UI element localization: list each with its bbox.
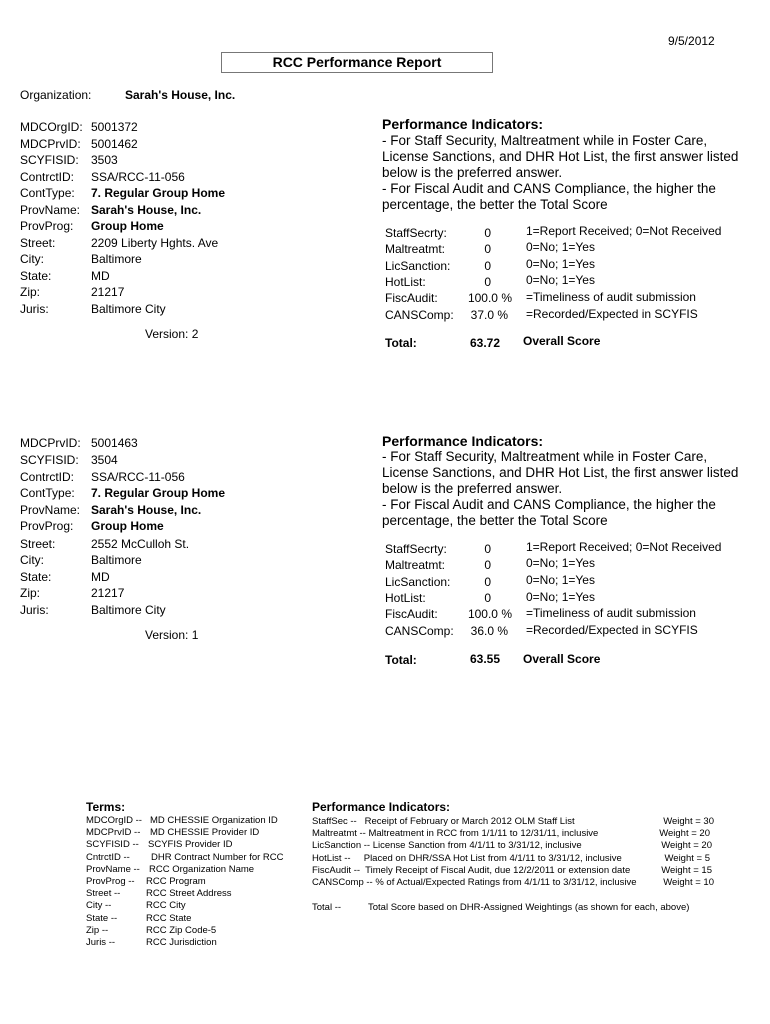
term-desc: DHR Contract Number for RCC bbox=[151, 851, 284, 863]
field-label: City: bbox=[20, 553, 44, 567]
indicator-value: 36.0 % bbox=[470, 624, 508, 638]
indicator-name: LicSanction: bbox=[385, 259, 451, 273]
indicator-row bbox=[385, 607, 512, 623]
indicator-value: 0 bbox=[484, 259, 491, 273]
field-value: 7. Regular Group Home bbox=[91, 186, 226, 200]
pi-legend-total-desc: Total Score based on DHR-Assigned Weightings (as shown for each, above) bbox=[368, 902, 690, 913]
field-label: ProvProg: bbox=[20, 219, 74, 233]
field-value: 3504 bbox=[91, 453, 118, 467]
pi-legend-text: FiscAudit -- Timely Receipt of Fiscal Audit, due 12/2/2011 or extension date bbox=[312, 864, 631, 876]
indicator-description: =Recorded/Expected in SCYFIS bbox=[526, 307, 698, 321]
indicator-description: 0=No; 1=Yes bbox=[526, 240, 595, 254]
indicator-row bbox=[385, 624, 508, 640]
term-key: Street -- bbox=[86, 888, 121, 900]
indicator-description: =Recorded/Expected in SCYFIS bbox=[526, 623, 698, 637]
field-value: Sarah's House, Inc. bbox=[91, 203, 202, 217]
total-value: 63.55 bbox=[470, 652, 501, 666]
performance-indicators-text: - For Staff Security, Maltreatment while in Foster Care, License Sanctions, and DHR Hot List, the first answer listed below is the preferred answer. - For Fiscal Audit and CANS Compliance, the higher the percentage, the better the Total Score bbox=[382, 449, 739, 528]
field-label: MDCPrvID: bbox=[20, 137, 81, 151]
indicator-description: 1=Report Received; 0=Not Received bbox=[526, 224, 722, 238]
performance-indicators-heading: Performance Indicators: bbox=[382, 116, 544, 132]
term-row bbox=[86, 925, 306, 937]
field-label: ContType: bbox=[20, 486, 75, 500]
field-value: 2209 Liberty Hghts. Ave bbox=[91, 236, 219, 250]
indicator-value: 0 bbox=[484, 226, 491, 240]
indicator-name: StaffSecrty: bbox=[385, 226, 447, 240]
field-value: Group Home bbox=[91, 219, 164, 233]
field-label: ProvName: bbox=[20, 503, 81, 517]
field-label: ContrctID: bbox=[20, 470, 75, 484]
overall-score-label: Overall Score bbox=[523, 334, 601, 348]
performance-indicators-heading: Performance Indicators: bbox=[382, 433, 544, 449]
field-value: 3503 bbox=[91, 153, 118, 167]
field-label: City: bbox=[20, 252, 44, 266]
indicator-name: FiscAudit: bbox=[385, 291, 438, 305]
term-row bbox=[86, 876, 306, 888]
indicator-row bbox=[385, 259, 491, 275]
pi-legend-weight: Weight = 30 bbox=[663, 816, 714, 827]
indicator-description: 0=No; 1=Yes bbox=[526, 273, 595, 287]
field-value: 21217 bbox=[91, 285, 125, 299]
field-value: SSA/RCC-11-056 bbox=[91, 470, 185, 484]
report-date: 9/5/2012 bbox=[668, 34, 715, 48]
field-label: ContrctID: bbox=[20, 170, 75, 184]
indicator-row bbox=[385, 575, 491, 591]
pi-legend-list bbox=[312, 816, 714, 889]
pi-legend-row bbox=[312, 816, 714, 828]
field-label: Zip: bbox=[20, 285, 41, 299]
pi-legend-weight: Weight = 15 bbox=[661, 864, 712, 876]
field-value: Baltimore City bbox=[91, 603, 166, 617]
indicator-row bbox=[385, 275, 491, 291]
indicator-name: StaffSecrty: bbox=[385, 542, 447, 556]
indicator-row bbox=[385, 242, 491, 258]
term-row bbox=[86, 852, 306, 864]
indicator-value: 100.0 % bbox=[467, 291, 512, 305]
field-label: ProvName: bbox=[20, 203, 81, 217]
indicator-name: CANSComp: bbox=[385, 624, 454, 638]
field-value: Sarah's House, Inc. bbox=[91, 503, 202, 517]
term-desc: RCC Street Address bbox=[146, 888, 232, 900]
performance-indicators-text: - For Staff Security, Maltreatment while in Foster Care, License Sanctions, and DHR Hot List, the first answer listed below is the preferred answer. - For Fiscal Audit and CANS Compliance, the higher the percentage, the better the Total Score bbox=[382, 133, 739, 212]
pi-legend-text: CANSComp -- % of Actual/Expected Ratings from 4/1/11 to 3/31/12, inclusive bbox=[312, 876, 637, 888]
total-label: Total: bbox=[385, 653, 417, 667]
indicator-value: 0 bbox=[484, 242, 491, 256]
field-value: Baltimore bbox=[91, 252, 142, 266]
term-key: SCYFISID -- bbox=[86, 839, 139, 851]
field-label: MDCOrgID: bbox=[20, 120, 83, 134]
indicator-name: CANSComp: bbox=[385, 308, 454, 322]
indicator-row bbox=[385, 558, 491, 574]
indicator-name: Maltreatmt: bbox=[385, 558, 446, 572]
indicator-description: =Timeliness of audit submission bbox=[526, 606, 696, 620]
field-value: 5001463 bbox=[91, 436, 138, 450]
indicator-value: 0 bbox=[484, 575, 491, 589]
pi-legend-heading: Performance Indicators: bbox=[312, 800, 451, 814]
term-desc: RCC Program bbox=[146, 875, 206, 887]
pi-legend-text: LicSanction -- License Sanction from 4/1/11 to 3/31/12, inclusive bbox=[312, 840, 582, 852]
indicator-description: 0=No; 1=Yes bbox=[526, 257, 595, 271]
pi-legend-row bbox=[312, 828, 714, 840]
field-label: SCYFISID: bbox=[20, 153, 79, 167]
indicator-row bbox=[385, 591, 491, 607]
field-value: SSA/RCC-11-056 bbox=[91, 170, 185, 184]
indicator-row bbox=[385, 226, 491, 242]
pi-legend-row bbox=[312, 865, 714, 877]
indicator-description: 1=Report Received; 0=Not Received bbox=[526, 540, 722, 554]
indicator-name: FiscAudit: bbox=[385, 607, 438, 621]
pi-legend-text: StaffSec -- Receipt of February or March 2012 OLM Staff List bbox=[312, 816, 575, 827]
term-row bbox=[86, 827, 306, 839]
term-key: CntrctID -- bbox=[86, 851, 130, 863]
field-label: SCYFISID: bbox=[20, 453, 79, 467]
field-label: Zip: bbox=[20, 586, 41, 600]
indicator-row bbox=[385, 291, 512, 307]
term-desc: RCC Organization Name bbox=[149, 863, 255, 875]
indicator-value: 100.0 % bbox=[467, 607, 512, 621]
term-key: ProvName -- bbox=[86, 863, 140, 875]
indicator-description: 0=No; 1=Yes bbox=[526, 573, 595, 587]
term-row bbox=[86, 913, 306, 925]
field-label: Street: bbox=[20, 537, 56, 551]
field-label: Juris: bbox=[20, 603, 49, 617]
term-desc: RCC State bbox=[146, 912, 192, 924]
pi-legend-weight: Weight = 20 bbox=[659, 828, 710, 840]
indicator-value: 0 bbox=[484, 591, 491, 605]
term-key: State -- bbox=[86, 912, 118, 924]
indicator-value: 0 bbox=[484, 275, 491, 289]
indicator-row bbox=[385, 308, 508, 324]
term-row bbox=[86, 888, 306, 900]
term-key: MDCOrgID -- bbox=[86, 815, 142, 826]
term-key: Juris -- bbox=[86, 936, 116, 948]
indicator-description: 0=No; 1=Yes bbox=[526, 590, 595, 604]
terms-heading: Terms: bbox=[86, 800, 126, 814]
field-value: Baltimore bbox=[91, 553, 142, 567]
field-value: Baltimore City bbox=[91, 302, 166, 316]
indicator-name: LicSanction: bbox=[385, 575, 451, 589]
version-label: Version: 2 bbox=[145, 327, 199, 341]
organization-label: Organization: bbox=[20, 88, 92, 102]
field-value: 5001462 bbox=[91, 137, 138, 151]
terms-list bbox=[86, 815, 306, 949]
report-title: RCC Performance Report bbox=[221, 52, 493, 73]
pi-legend-text: Maltreatmt -- Maltreatment in RCC from 1/1/11 to 12/31/11, inclusive bbox=[312, 828, 599, 840]
pi-legend-weight: Weight = 5 bbox=[664, 852, 710, 864]
term-row bbox=[86, 937, 306, 949]
field-value: 2552 McCulloh St. bbox=[91, 537, 190, 551]
indicator-name: HotList: bbox=[385, 275, 426, 289]
field-value: Group Home bbox=[91, 519, 164, 533]
field-value: 21217 bbox=[91, 586, 125, 600]
pi-legend-total-key: Total -- bbox=[312, 902, 342, 913]
term-key: ProvProg -- bbox=[86, 875, 135, 887]
field-label: Street: bbox=[20, 236, 56, 250]
pi-legend-text: HotList -- Placed on DHR/SSA Hot List from 4/1/11 to 3/31/12, inclusive bbox=[312, 852, 622, 864]
term-desc: MD CHESSIE Organization ID bbox=[150, 815, 278, 826]
pi-legend-row bbox=[312, 877, 714, 889]
pi-legend-weight: Weight = 10 bbox=[663, 876, 714, 888]
term-row bbox=[86, 839, 306, 851]
term-key: Zip -- bbox=[86, 924, 109, 936]
organization-value: Sarah's House, Inc. bbox=[125, 88, 236, 102]
indicator-value: 0 bbox=[484, 542, 491, 556]
field-value: MD bbox=[91, 269, 110, 283]
indicator-value: 0 bbox=[484, 558, 491, 572]
indicator-value: 37.0 % bbox=[470, 308, 508, 322]
field-value: 5001372 bbox=[91, 120, 138, 134]
pi-legend-row bbox=[312, 840, 714, 852]
indicator-name: HotList: bbox=[385, 591, 426, 605]
term-row bbox=[86, 864, 306, 876]
indicator-row bbox=[385, 542, 491, 558]
term-desc: RCC Jurisdiction bbox=[146, 936, 217, 948]
term-row bbox=[86, 900, 306, 912]
term-key: MDCPrvID -- bbox=[86, 827, 141, 839]
term-desc: SCYFIS Provider ID bbox=[148, 839, 233, 851]
indicator-name: Maltreatmt: bbox=[385, 242, 446, 256]
total-label: Total: bbox=[385, 336, 417, 350]
field-value: 7. Regular Group Home bbox=[91, 486, 226, 500]
term-desc: RCC Zip Code-5 bbox=[146, 924, 217, 936]
field-label: State: bbox=[20, 269, 52, 283]
term-key: City -- bbox=[86, 900, 112, 912]
total-value: 63.72 bbox=[470, 336, 501, 350]
term-desc: RCC City bbox=[146, 900, 186, 912]
field-label: MDCPrvID: bbox=[20, 436, 81, 450]
version-label: Version: 1 bbox=[145, 628, 199, 642]
field-label: Juris: bbox=[20, 302, 49, 316]
term-row bbox=[86, 815, 306, 827]
overall-score-label: Overall Score bbox=[523, 652, 601, 666]
pi-legend-weight: Weight = 20 bbox=[661, 840, 712, 852]
indicator-description: =Timeliness of audit submission bbox=[526, 290, 696, 304]
field-label: ProvProg: bbox=[20, 519, 74, 533]
pi-legend-row bbox=[312, 853, 714, 865]
term-desc: MD CHESSIE Provider ID bbox=[150, 827, 260, 839]
field-value: MD bbox=[91, 570, 110, 584]
indicator-description: 0=No; 1=Yes bbox=[526, 556, 595, 570]
field-label: ContType: bbox=[20, 186, 75, 200]
field-label: State: bbox=[20, 570, 52, 584]
